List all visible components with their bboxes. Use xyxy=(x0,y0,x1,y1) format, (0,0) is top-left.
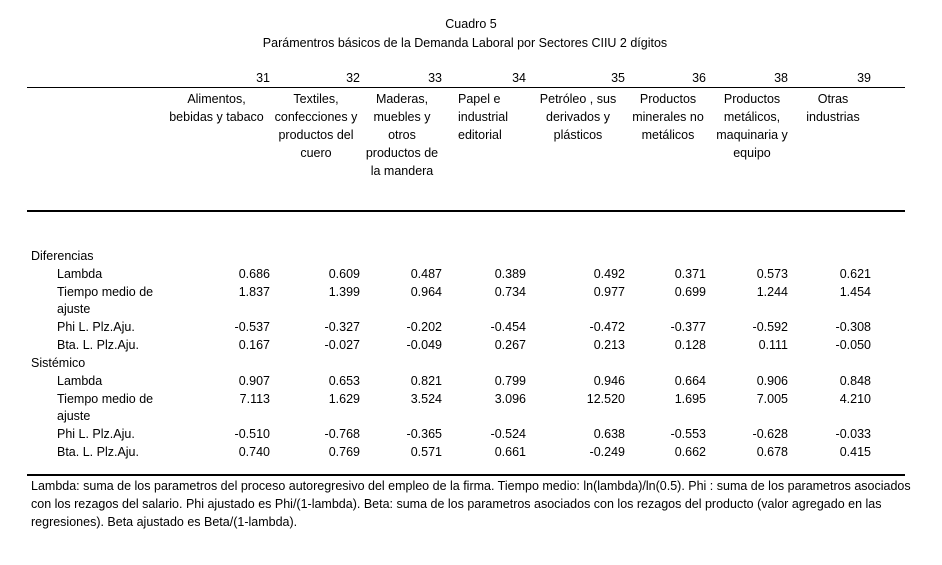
table-cell: 1.244 xyxy=(756,285,788,299)
row-label: Tiempo medio de ajuste xyxy=(57,392,154,423)
table-cell: 0.821 xyxy=(410,374,442,388)
table-cell: 0.740 xyxy=(238,445,270,459)
table-bottom-rule xyxy=(27,474,905,476)
column-code: 36 xyxy=(692,71,706,85)
table-cell: 0.664 xyxy=(674,374,706,388)
table-cell: 0.686 xyxy=(238,267,270,281)
column-label: Otras industrias xyxy=(806,92,860,124)
table-cell: 0.699 xyxy=(674,285,706,299)
table-cell: 3.524 xyxy=(410,392,442,406)
row-label: Phi L. Plz.Aju. xyxy=(57,427,135,441)
table-cell: -0.592 xyxy=(752,320,788,334)
table-cell: 0.769 xyxy=(328,445,360,459)
table-footnote: Lambda: suma de los parametros del proceso autoregresivo del empleo de la firma. Tiempo medio: ln(lambda)/ln(0.5). Phi : suma de los parametros asociados con los rezagos del salario. Phi ajustado es Phi/(1-lambda). Beta: suma de los parametros asociados con los rezagos del producto (valor agregado en las regresiones). Beta ajustado es Beta/(1-lambda). xyxy=(31,479,911,529)
table-cell: -0.202 xyxy=(406,320,442,334)
column-label: Textiles, confecciones y productos del cuero xyxy=(274,92,358,160)
table-cell: 0.128 xyxy=(674,338,706,352)
table-cell: 0.415 xyxy=(839,445,871,459)
table-cell: -0.537 xyxy=(234,320,270,334)
table-cell: -0.377 xyxy=(670,320,706,334)
table-title: Cuadro 5 xyxy=(445,17,497,31)
table-cell: 0.371 xyxy=(674,267,706,281)
table-cell: 0.662 xyxy=(674,445,706,459)
column-label: Productos minerales no metálicos xyxy=(632,92,704,142)
row-label: Tiempo medio de ajuste xyxy=(57,285,154,316)
table-cell: 0.661 xyxy=(494,445,526,459)
table-cell: -0.027 xyxy=(324,338,360,352)
column-label: Alimentos, bebidas y tabaco xyxy=(169,92,264,124)
column-code: 35 xyxy=(611,71,625,85)
row-label: Lambda xyxy=(57,267,103,281)
table-cell: 1.837 xyxy=(238,285,270,299)
table-cell: -0.249 xyxy=(589,445,625,459)
table-cell: 0.609 xyxy=(328,267,360,281)
column-code: 38 xyxy=(774,71,788,85)
column-label: Maderas, muebles y otros productos de la mandera xyxy=(365,92,439,178)
table-cell: 0.907 xyxy=(238,374,270,388)
table-cell: 1.695 xyxy=(674,392,706,406)
table-cell: 0.571 xyxy=(410,445,442,459)
table-cell: 0.946 xyxy=(593,374,625,388)
table-cell: 0.734 xyxy=(494,285,526,299)
table-cell: 7.005 xyxy=(756,392,788,406)
table-cell: -0.524 xyxy=(490,427,526,441)
table-cell: 0.167 xyxy=(238,338,270,352)
table-cell: 12.520 xyxy=(586,392,625,406)
table-cell: 7.113 xyxy=(239,392,270,406)
header-rule xyxy=(27,87,905,88)
section-label: Diferencias xyxy=(31,249,94,263)
table-cell: -0.628 xyxy=(752,427,788,441)
table-cell: -0.049 xyxy=(406,338,442,352)
table-cell: -0.454 xyxy=(490,320,526,334)
column-code: 34 xyxy=(512,71,526,85)
table-cell: 0.267 xyxy=(494,338,526,352)
row-label: Lambda xyxy=(57,374,103,388)
table-cell: -0.553 xyxy=(670,427,706,441)
table-cell: -0.768 xyxy=(324,427,360,441)
table-cell: 0.977 xyxy=(593,285,625,299)
table-cell: 0.678 xyxy=(756,445,788,459)
table-cell: 0.573 xyxy=(756,267,788,281)
column-code: 31 xyxy=(256,71,270,85)
row-label: Bta. L. Plz.Aju. xyxy=(57,338,139,352)
table-cell: 0.848 xyxy=(839,374,871,388)
table-cell: -0.365 xyxy=(406,427,442,441)
table-cell: -0.510 xyxy=(234,427,270,441)
table-cell: 1.454 xyxy=(839,285,871,299)
column-label: Petróleo , sus derivados y plásticos xyxy=(539,92,617,142)
table-cell: 0.492 xyxy=(593,267,625,281)
table-cell: 1.399 xyxy=(328,285,360,299)
table-cell: 0.906 xyxy=(756,374,788,388)
table-subtitle: Parámentros básicos de la Demanda Laboral por Sectores CIIU 2 dígitos xyxy=(262,36,668,50)
table-cell: -0.050 xyxy=(835,338,871,352)
table-cell: 0.964 xyxy=(410,285,442,299)
table-cell: 0.638 xyxy=(593,427,625,441)
column-code: 32 xyxy=(346,71,360,85)
column-code: 33 xyxy=(428,71,442,85)
column-label: Productos metálicos, maquinaria y equipo xyxy=(716,92,788,160)
table-cell: 3.096 xyxy=(494,392,526,406)
table-cell: 0.621 xyxy=(839,267,871,281)
column-label: Papel e industrial editorial xyxy=(458,92,509,142)
table-cell: 1.629 xyxy=(328,392,360,406)
table-cell: 0.487 xyxy=(410,267,442,281)
table-cell: 4.210 xyxy=(839,392,871,406)
table-cell: 0.389 xyxy=(494,267,526,281)
table-cell: 0.213 xyxy=(593,338,625,352)
column-code: 39 xyxy=(857,71,871,85)
table-cell: -0.308 xyxy=(835,320,871,334)
table-cell: -0.033 xyxy=(835,427,871,441)
table-cell: -0.327 xyxy=(324,320,360,334)
row-label: Phi L. Plz.Aju. xyxy=(57,320,135,334)
table-cell: -0.472 xyxy=(589,320,625,334)
header-bottom-rule xyxy=(27,210,905,212)
table-cell: 0.799 xyxy=(494,374,526,388)
table-cell: 0.653 xyxy=(328,374,360,388)
table-cell: 0.111 xyxy=(758,338,788,352)
section-label: Sistémico xyxy=(31,356,86,370)
row-label: Bta. L. Plz.Aju. xyxy=(57,445,139,459)
